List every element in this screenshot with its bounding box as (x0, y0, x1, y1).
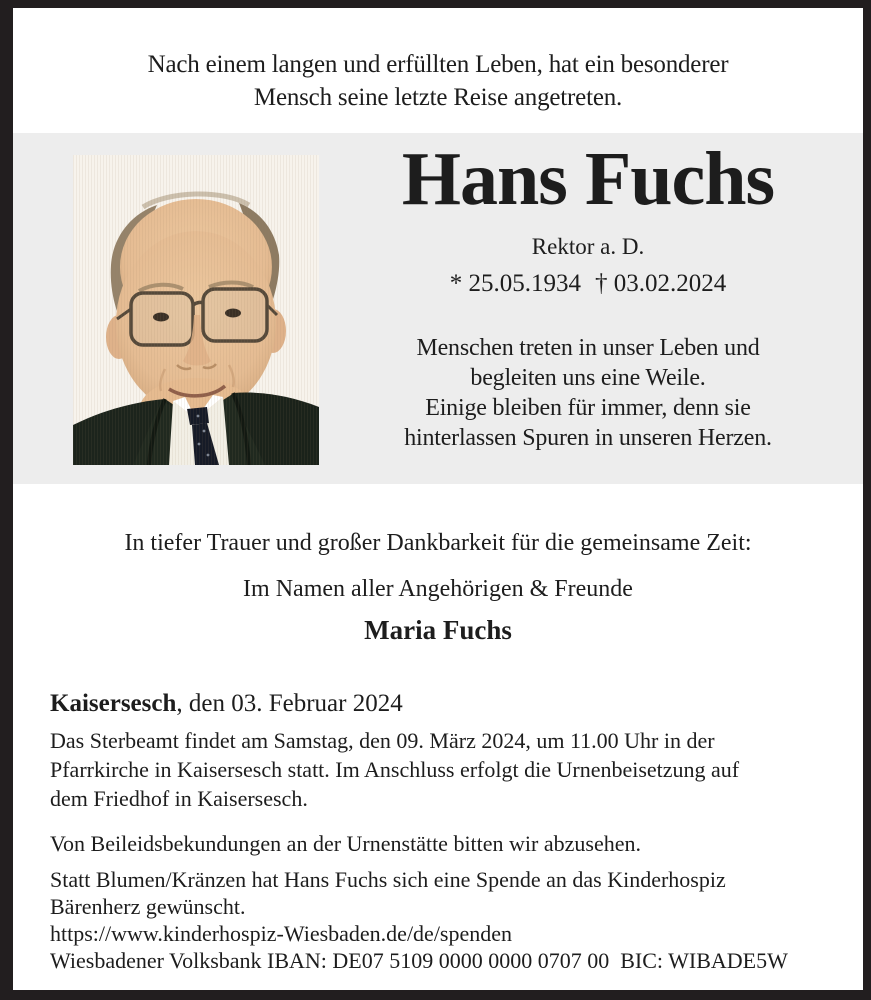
poem-line: Einige bleiben für immer, denn sie (425, 395, 751, 421)
intro-line: Mensch seine letzte Reise angetreten. (253, 84, 623, 111)
donation-info-line: Bärenherz gewünscht. (50, 894, 246, 919)
service-info-line: Pfarrkirche in Kaisersesch statt. Im Anschluss erfolgt die Urnenbeisetzung auf (50, 757, 740, 782)
donation-url: https://www.kinderhospiz-Wiesbaden.de/de/spenden (50, 921, 513, 946)
memorial-panel (13, 133, 863, 484)
intro-line: Nach einem langen und erfüllten Leben, hat ein besonderer (147, 51, 729, 78)
condolence-line: In tiefer Trauer und großer Dankbarkeit für die gemeinsame Zeit: (124, 530, 752, 556)
intro-text (13, 48, 863, 114)
dateline-date: , den 03. Februar 2024 (176, 690, 403, 717)
life-dates (319, 269, 857, 299)
portrait-photo (73, 155, 319, 465)
death-date: † 03.02.2024 (595, 270, 727, 297)
family-line: Im Namen aller Angehörigen & Freunde (243, 576, 633, 602)
poem-line: begleiten uns eine Weile. (470, 365, 706, 391)
bank-details: Wiesbadener Volksbank IBAN: DE07 5109 0000 0000 0707 00 BIC: WIBADE5W (50, 948, 788, 973)
dateline-place: Kaisersesch (50, 690, 177, 717)
deceased-title: Rektor a. D. (531, 234, 645, 259)
service-info-line: Das Sterbeamt findet am Samstag, den 09. März 2024, um 11.00 Uhr in der (50, 728, 715, 753)
poem-line: Menschen treten in unser Leben und (416, 335, 760, 361)
memorial-text-column (319, 133, 863, 484)
poem-line: hinterlassen Spuren in unseren Herzen. (404, 425, 772, 451)
deceased-name: Hans Fuchs (401, 137, 775, 221)
dateline (13, 688, 863, 720)
donation-info (13, 866, 863, 974)
portrait-illustration (73, 155, 319, 465)
service-info (13, 726, 863, 813)
donation-info-line: Statt Blumen/Kränzen hat Hans Fuchs sich eine Spende an das Kinderhospiz (50, 867, 726, 892)
condolence-request: Von Beileidsbekundungen an der Urnenstätte bitten wir abzusehen. (50, 831, 641, 856)
memorial-poem (319, 333, 857, 453)
family-name: Maria Fuchs (364, 615, 512, 645)
service-info-line: dem Friedhof in Kaisersesch. (50, 786, 308, 811)
birth-date: * 25.05.1934 (449, 270, 581, 297)
